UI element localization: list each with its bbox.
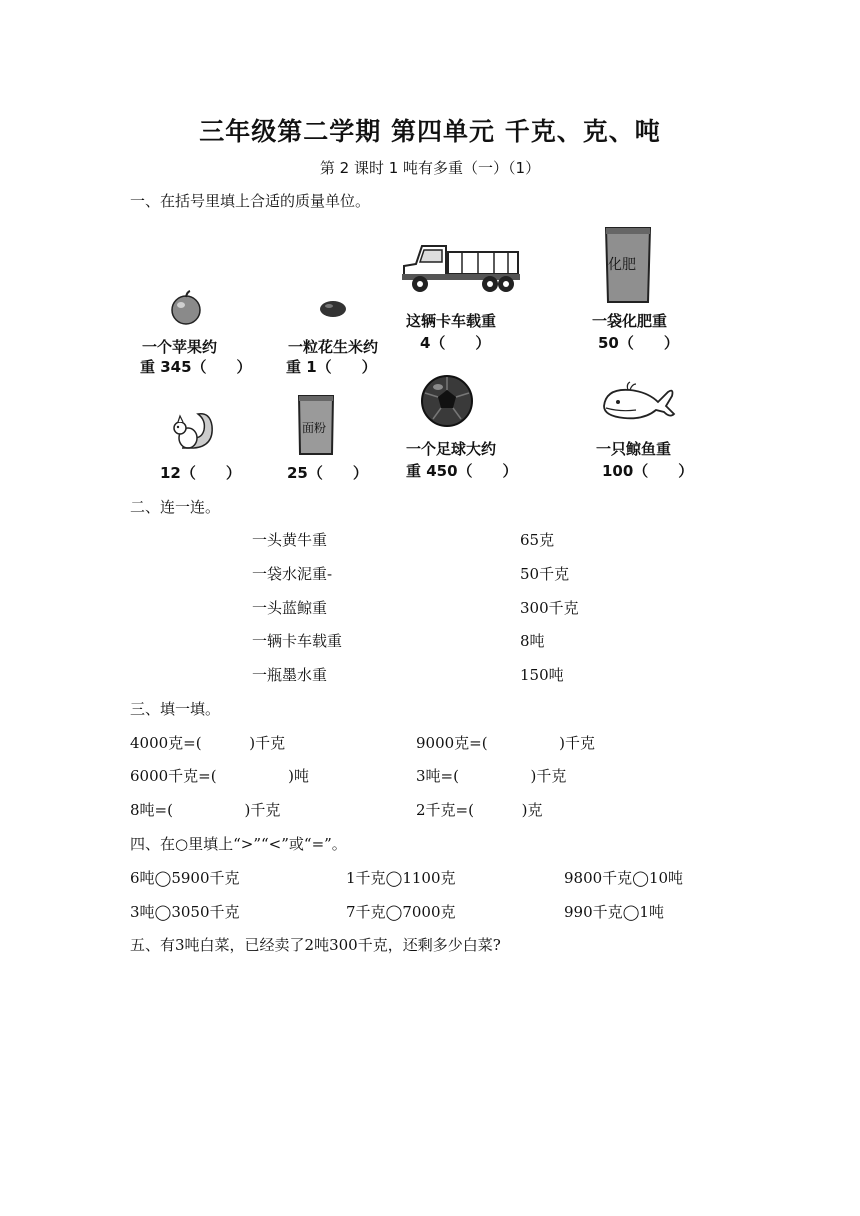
compare-item[interactable]: 3吨◯3050千克 [130, 903, 240, 921]
soccer-ball-icon [420, 374, 474, 428]
match-left-item[interactable]: 一头黄牛重 [252, 531, 328, 549]
match-right-item[interactable]: 300千克 [520, 599, 579, 617]
fertilizer-bag-label: 化肥 [608, 257, 636, 273]
section-5-question: 五、有3吨白菜，已经卖了2吨300千克，还剩多少白菜? [130, 936, 501, 954]
flour-bag-label: 面粉 [302, 421, 327, 435]
match-right-item[interactable]: 50千克 [520, 565, 570, 583]
section-2-heading: 二、连一连。 [130, 498, 221, 516]
fill-blank-item[interactable]: 9000克=( )千克 [416, 734, 595, 752]
whale-icon [600, 380, 676, 422]
soccer-caption-line2: 重 450（ ） [406, 462, 518, 480]
page-subtitle: 第 2 课时 1 吨有多重（一）（1） [319, 159, 541, 177]
match-right-item[interactable]: 8吨 [520, 632, 545, 650]
apple-caption-line1: 一个苹果约 [142, 338, 218, 356]
compare-item[interactable]: 1千克◯1100克 [346, 869, 456, 887]
whale-caption-line1: 一只鲸鱼重 [596, 440, 672, 458]
truck-icon [400, 238, 522, 296]
section-1-heading: 一、在括号里填上合适的质量单位。 [130, 192, 371, 210]
match-left-item[interactable]: 一头蓝鲸重 [252, 599, 328, 617]
fill-blank-item[interactable]: 6000千克=( )吨 [130, 767, 309, 785]
truck-caption-line1: 这辆卡车载重 [406, 312, 497, 330]
squirrel-caption-line2: 12（ ） [160, 464, 241, 482]
fertilizer-caption-line2: 50（ ） [598, 334, 679, 352]
match-right-item[interactable]: 65克 [520, 531, 555, 549]
apple-icon [168, 290, 204, 326]
compare-item[interactable]: 7千克◯7000克 [346, 903, 456, 921]
compare-item[interactable]: 990千克◯1吨 [564, 903, 664, 921]
compare-item[interactable]: 9800千克◯10吨 [564, 869, 684, 887]
match-left-item[interactable]: 一瓶墨水重 [252, 666, 328, 684]
fill-blank-item[interactable]: 2千克=( )克 [416, 801, 543, 819]
peanut-caption-line2: 重 1（ ） [286, 358, 377, 376]
soccer-caption-line1: 一个足球大约 [406, 440, 497, 458]
match-right-item[interactable]: 150吨 [520, 666, 564, 684]
flour-caption-line2: 25（ ） [287, 464, 368, 482]
peanut-caption-line1: 一粒花生米约 [288, 338, 379, 356]
compare-item[interactable]: 6吨◯5900千克 [130, 869, 240, 887]
fill-blank-item[interactable]: 3吨=( )千克 [416, 767, 567, 785]
squirrel-icon [168, 408, 216, 454]
peanut-icon [318, 298, 348, 320]
match-left-item[interactable]: 一辆卡车载重 [252, 632, 343, 650]
section-4-heading: 四、在○里填上“>”“<”或“=”。 [130, 835, 347, 853]
match-left-item[interactable]: 一袋水泥重- [252, 565, 333, 583]
fertilizer-caption-line1: 一袋化肥重 [592, 312, 668, 330]
truck-caption-line2: 4（ ） [420, 334, 491, 352]
page-title: 三年级第二学期 第四单元 千克、克、吨 [199, 117, 661, 146]
whale-caption-line2: 100（ ） [602, 462, 694, 480]
apple-caption-line2: 重 345（ ） [140, 358, 252, 376]
section-3-heading: 三、填一填。 [130, 700, 221, 718]
fill-blank-item[interactable]: 4000克=( )千克 [130, 734, 286, 752]
fill-blank-item[interactable]: 8吨=( )千克 [130, 801, 281, 819]
